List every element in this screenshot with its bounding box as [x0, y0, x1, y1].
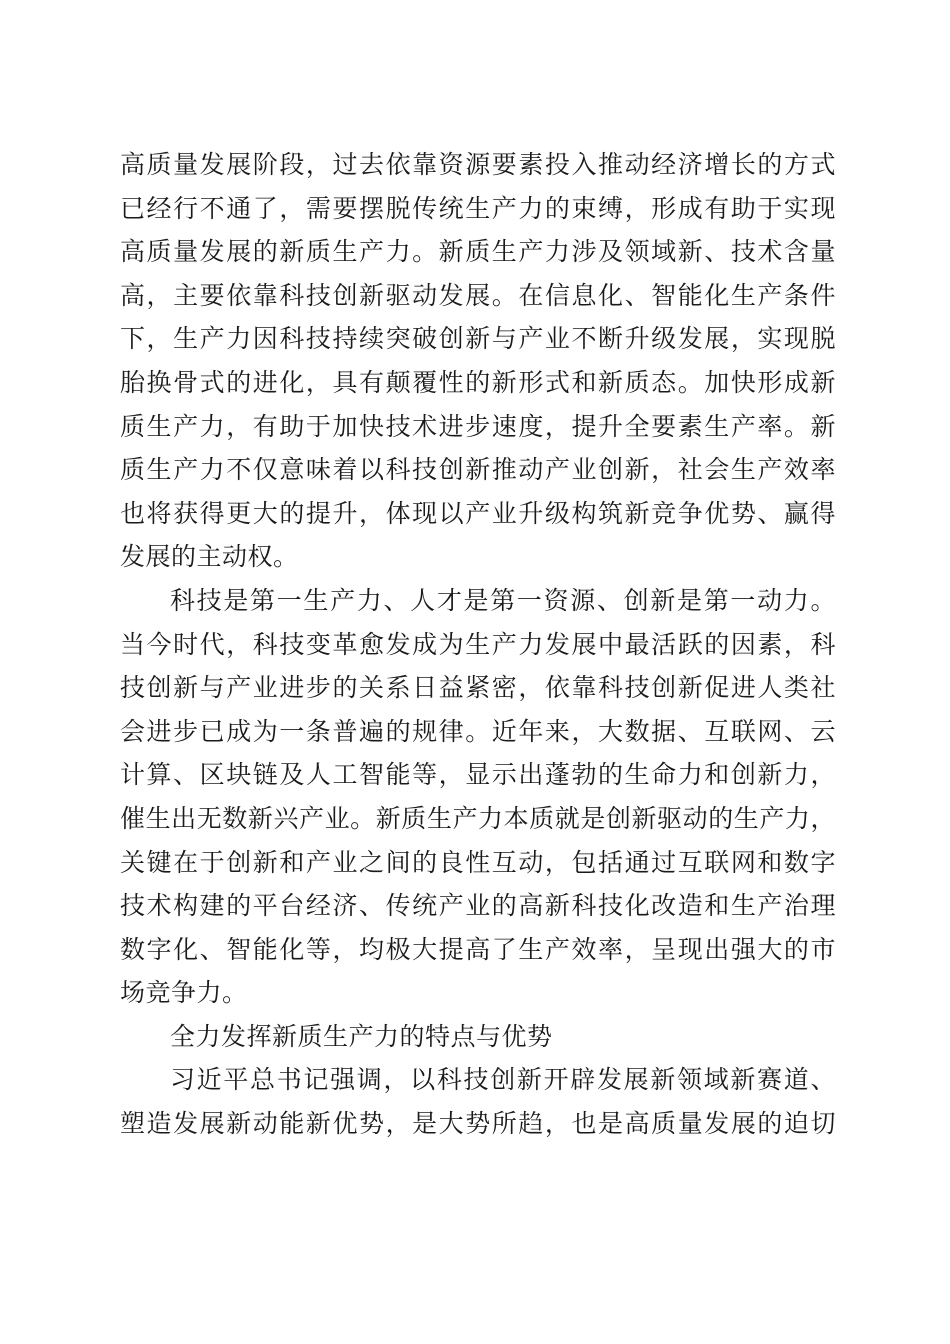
text-line: 当今时代，科技变革愈发成为生产力发展中最活跃的因素，科 [120, 629, 836, 659]
text-line: 技创新与产业进步的关系日益紧密，依靠科技创新促进人类社 [120, 673, 836, 703]
paragraph [120, 1058, 836, 1145]
text-line: 已经行不通了，需要摆脱传统生产力的束缚，形成有助于实现 [120, 193, 836, 223]
text-line: 会进步已成为一条普遍的规律。近年来，大数据、互联网、云 [120, 716, 836, 746]
text-line: 数字化、智能化等，均极大提高了生产效率，呈现出强大的市 [120, 934, 836, 964]
text-line: 高质量发展阶段，过去依靠资源要素投入推动经济增长的方式 [120, 150, 836, 179]
text-line: 高质量发展的新质生产力。新质生产力涉及领域新、技术含量 [120, 237, 836, 267]
text-line: 计算、区块链及人工智能等，显示出蓬勃的生命力和创新力， [120, 760, 836, 790]
paragraph [120, 143, 836, 579]
text-line: 习近平总书记强调，以科技创新开辟发展新领域新赛道、 [170, 1065, 836, 1095]
section-heading [120, 1015, 836, 1059]
section-heading-text: 全力发挥新质生产力的特点与优势 [170, 1021, 553, 1051]
text-line: 技术构建的平台经济、传统产业的高新科技化改造和生产治理 [120, 891, 836, 921]
text-line: 质生产力，有助于加快技术进步速度，提升全要素生产率。新 [120, 411, 836, 441]
text-line: 发展的主动权。 [120, 542, 299, 572]
text-line: 塑造发展新动能新优势，是大势所趋，也是高质量发展的迫切 [120, 1109, 836, 1139]
text-line: 关键在于创新和产业之间的良性互动，包括通过互联网和数字 [120, 847, 836, 877]
text-line: 质生产力不仅意味着以科技创新推动产业创新，社会生产效率 [120, 455, 836, 485]
text-line: 也将获得更大的提升，体现以产业升级构筑新竞争优势、赢得 [120, 498, 836, 528]
text-line: 科技是第一生产力、人才是第一资源、创新是第一动力。 [170, 585, 836, 615]
text-line: 催生出无数新兴产业。新质生产力本质就是创新驱动的生产力， [120, 803, 836, 833]
text-line: 高，主要依靠科技创新驱动发展。在信息化、智能化生产条件 [120, 280, 836, 310]
text-line: 场竞争力。 [120, 978, 248, 1008]
text-line: 胎换骨式的进化，具有颠覆性的新形式和新质态。加快形成新 [120, 367, 836, 397]
paragraph [120, 579, 836, 1015]
text-line: 下，生产力因科技持续突破创新与产业不断升级发展，实现脱 [120, 324, 836, 354]
document-body [120, 143, 836, 1146]
